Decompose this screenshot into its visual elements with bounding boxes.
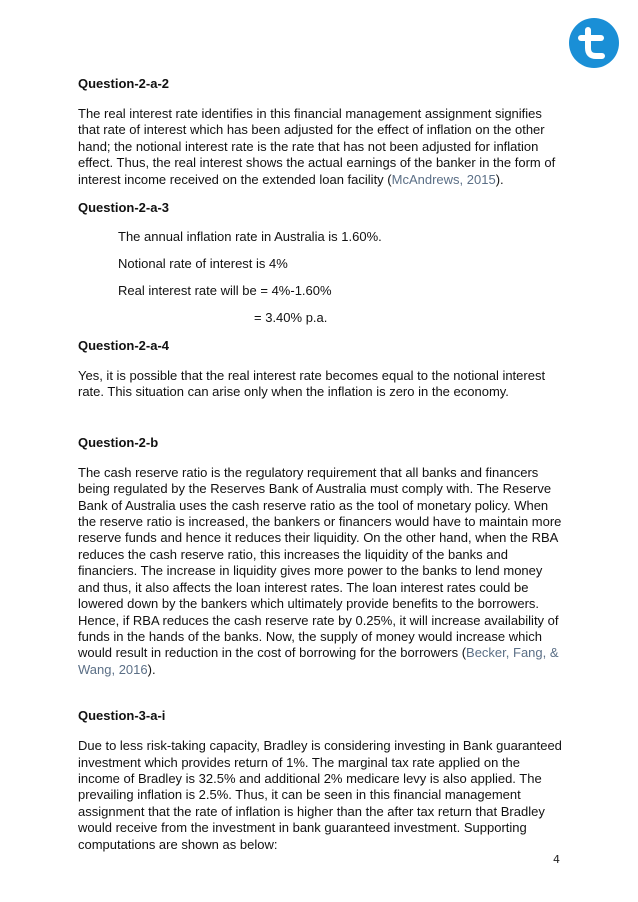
calc-result: 3.40% p.a.	[265, 310, 328, 326]
calc-line-real	[118, 283, 563, 299]
document-body	[78, 76, 563, 853]
page-number: 4	[553, 853, 560, 866]
paragraph-end: ).	[495, 171, 504, 187]
calc-label: Real interest rate will be	[118, 283, 257, 299]
calculation-block	[78, 229, 563, 326]
paragraph-question-2-a-4: Yes, it is possible that the real interest rate becomes equal to the notional interest rate. This situation can arise only when the inflation is zero in the economy.	[78, 368, 546, 400]
heading-question-2-a-4: Question-2-a-4	[78, 338, 170, 354]
calc-line-inflation: The annual inflation rate in Australia is 1.60%.	[118, 229, 382, 245]
citation: Becker, Fang, & Wang, 2016	[78, 645, 559, 677]
calc-expression: 4%-1.60%	[271, 283, 332, 299]
paragraph-text: The cash reserve ratio is the regulatory requirement that all banks and financers being regulated by the Reserves Bank of Australia must comply with. The Reserve Bank of Australia uses the cash reserve ratio as the tool of monetary policy. When the reserve ratio is increased, the bankers or financers would have to maintain more reserve funds and hence it reduces their liquidity. On the other hand, when the RBA reduces the cash reserve ratio, this increases the liquidity of the banks and financiers. The increase in liquidity gives more power to the banks to lend money and thus, it also affects the loan interest rates. The loan interest rates could be lowered down by the bankers which ultimately provide benefits to the borrowers. Hence, if RBA reduces the cash reserve rate by 0.25%, it will increase availability of funds in the hands of the banks. Now, the supply of money would increase which would result in reduction in the cost of borrowing for the borrowers (	[78, 464, 562, 661]
paragraph-end: ).	[147, 661, 156, 677]
calc-equals: =	[254, 310, 262, 326]
paragraph-question-2-a-2	[78, 106, 563, 188]
calc-line-notional: Notional rate of interest is 4%	[118, 256, 288, 272]
paragraph-text: The real interest rate identifies in this financial management assignment signifies that rate of interest which has been adjusted for the effect of inflation on the other hand; the notional interest rate is the rate that has not been adjusted for inflation effect. Thus, the real interest shows the actual earnings of the banker in the form of interest income received on the extended loan facility (	[78, 106, 556, 187]
heading-question-2-a-3: Question-2-a-3	[78, 200, 170, 216]
paragraph-question-2-b	[78, 465, 563, 678]
heading-question-3-a-i: Question-3-a-i	[78, 708, 166, 724]
heading-question-2-a-2: Question-2-a-2	[78, 76, 170, 91]
paragraph-question-3-a-i: Due to less risk-taking capacity, Bradley is considering investing in Bank guaranteed investment which provides return of 1%. The marginal tax rate applied on the income of Bradley is 32.5% and additional 2% medicare levy is also applied. The prevailing inflation is 2.5%. Thus, it can be seen in this financial management assignment that the rate of inflation is higher than the after tax return that Bradley would receive from the investment in bank guaranteed investment. Supporting computations are shown as below:	[78, 738, 562, 852]
calc-line-result	[118, 310, 563, 326]
brand-logo-icon	[569, 18, 619, 68]
calc-equals: =	[260, 283, 268, 299]
citation: McAndrews, 2015	[391, 171, 496, 187]
heading-question-2-b: Question-2-b	[78, 434, 159, 450]
